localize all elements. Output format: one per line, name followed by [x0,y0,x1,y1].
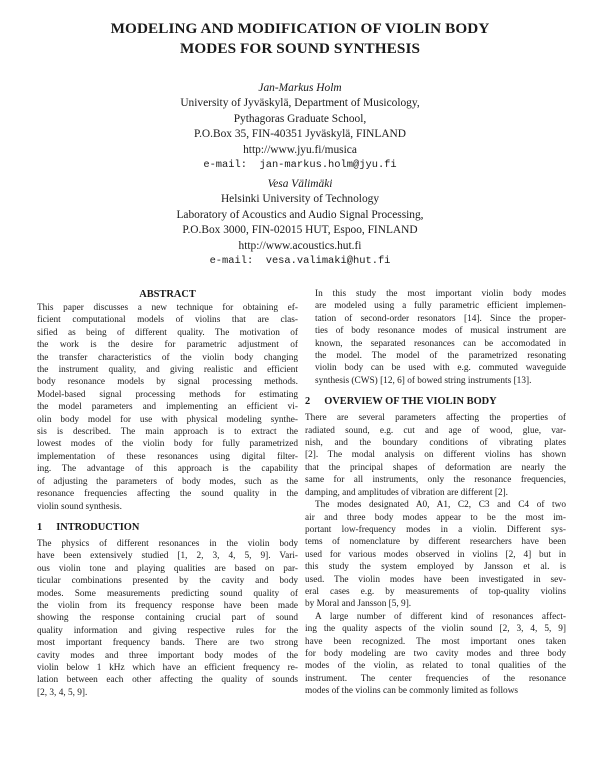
text-line: same for all instruments, only the resonance frequencies, [305,475,566,486]
overview-paragraph [305,412,566,499]
text-line: ing. The advantage of this approach is the capability [37,464,298,475]
text-line: synthesis (CWS) [12, 6] of bowed string instruments [13]. [315,375,532,386]
text-line: eral cases e.g. by measurements of top-quality violins [305,586,566,597]
section-heading-overview [305,395,566,409]
section-number: 1 [37,521,43,533]
abstract-heading: ABSTRACT [139,289,196,300]
text-line: radiated sound, e.g. cut and age of wood, glue, var- [305,425,566,436]
text-line: implementation of these resonances using digital filter- [37,451,298,462]
text-line: The modes designated A0, A1, C2, C3 and C4 of two [315,500,566,511]
text-line: used for various modes observed in violins [2, 4] but in [305,549,566,560]
text-line: the instrument quality, and giving realistic and efficient [37,365,298,376]
text-line: showing the response containing crucial part of sound [37,613,298,624]
text-line: A large number of different kind of resonances affect- [315,611,566,622]
text-line: quality information and giving respective rules for the [37,625,298,636]
intro-continuation-body [305,288,566,387]
text-line: This paper discusses a new technique for obtaining ef- [37,303,298,313]
overview-paragraph [305,499,566,611]
author-block-2 [0,177,600,269]
text-line: olin body model for use with physical modeling synthe- [37,414,298,425]
author-email[interactable] [0,158,600,173]
text-line: sis is described. The main approach is to extract the [37,427,298,438]
author-url[interactable]: http://www.acoustics.hut.fi [238,239,362,252]
email-address: vesa.valimaki@hut.fi [265,255,391,268]
text-line: damping, and amplitudes of vibration are different [2]. [305,487,509,498]
text-line: most important frequency bands. There are two strong [37,638,298,649]
text-line: the transfer characteristics of the violin body changing [37,352,298,363]
overview-paragraph [305,611,566,698]
text-line: by Moral and Jansson [5, 9]. [305,599,412,610]
text-line: instrument. The center frequencies of the resonance [305,673,566,684]
paper-title [20,19,580,59]
text-line: violin body can be used with e.g. commuted waveguide [315,363,566,374]
text-line: ous violin tone and playing qualities are based on par- [37,563,298,574]
text-line: violin sound synthesis. [37,501,122,512]
text-line: The physics of different resonances in the violin body [37,538,298,549]
text-line: ticular combinations presented by the cavity and body [37,576,298,587]
title-line: MODELING AND MODIFICATION OF VIOLIN BODY [110,20,490,37]
affiliation-line: P.O.Box 35, FIN-40351 Jyväskylä, FINLAND [194,128,406,141]
text-line: have been extensively studied [1, 2, 3, 4, 5, 9]. Vari- [37,551,298,562]
introduction-body [37,538,298,699]
text-line: known, the separated resonances can be accomodated in [315,338,566,349]
author-url[interactable]: http://www.jyu.fi/musica [243,143,357,156]
section-title: OVERVIEW OF THE VIOLIN BODY [324,396,497,408]
text-line: the violin from its frequency response have been made [37,600,298,611]
affiliation-line: Laboratory of Acoustics and Audio Signal Processing, [176,208,424,221]
text-line: tation of second-order resonators [14]. Since the proper- [315,313,566,324]
text-line: the model. The model of the parametrized resonating [315,351,566,362]
text-line: this study the system employed by Jansson et al. is [305,562,566,573]
section-heading-introduction [37,521,298,535]
text-line: ties of body resonance modes of musical instrument are [315,326,566,337]
text-line: used. The violin modes have been investigated in sev- [305,574,566,585]
email-label: e-mail: [203,159,247,172]
left-column [37,288,298,699]
text-line: are modeled using a fully parametric efficient implemen- [315,301,566,312]
author-block-1 [0,81,600,173]
text-line: that the principal shapes of deformation are nearly the [305,462,566,473]
email-address: jan-markus.holm@jyu.fi [259,159,397,172]
section-title: INTRODUCTION [56,521,140,533]
right-column [305,288,566,698]
text-line: ficient computational models of violins that are clas- [37,315,298,326]
text-line: modes. Some measurements predicting sound quality of [37,588,298,599]
text-line: tems of nomenclature by different researchers have been [305,537,566,548]
text-line: lation between each other affecting the quality of sounds [37,675,298,686]
affiliation-line: University of Jyväskylä, Department of Musicology, [180,97,420,110]
affiliation-line: P.O.Box 3000, FIN-02015 HUT, Espoo, FINLAND [182,224,418,237]
text-line: modes of the violin, as related to tonal qualities of the [305,661,566,672]
text-line: the model parameters and implementing an efficient vi- [37,402,298,413]
text-line: cavity modes and three important body modes of the [37,650,298,661]
text-line: have been recognized. The most important ones taken [305,636,566,647]
text-line: resonance frequencies affecting the sound quality in the [37,489,298,500]
affiliation-line: Pythagoras Graduate School, [233,112,367,125]
title-line: MODES FOR SOUND SYNTHESIS [179,40,421,57]
text-line: lowest modes of the violin body for fully parametrized [37,439,298,450]
author-name: Vesa Välimäki [267,178,333,190]
text-line: portant low-frequency modes in a violin. Different sys- [305,524,566,535]
text-line: There are several parameters affecting the properties of [305,413,566,424]
text-line: nish, and the boundary conditions of vibrating plates [305,438,566,449]
text-line: modes of the violins can be commonly limited as follows [305,686,519,697]
text-line: In this study the most important violin body modes [315,289,566,299]
text-line: [2, 3, 4, 5, 9]. [37,687,88,698]
text-line: violin below 1 kHz which have an efficient frequency re- [37,662,298,673]
text-line: the work is the desire for parametric adjustment of [37,340,298,351]
abstract-body [37,302,298,513]
text-line: body resonance models by signal processing methods. [37,377,298,388]
affiliation-line: Helsinki University of Technology [220,193,380,206]
author-email[interactable] [0,254,600,269]
text-line: for body modeling are two cavity modes and three body [305,648,566,659]
email-label: e-mail: [209,255,254,268]
text-line: [2]. The modal analysis on different violins has shown [305,450,566,461]
text-line: of adjusting the parameters of body modes, such as the [37,476,298,487]
author-name: Jan-Markus Holm [258,82,342,94]
section-number: 2 [305,396,311,408]
text-line: sified as being of different quality. The motivation of [37,327,298,338]
text-line: ing the quality aspects of the violin sound [2, 3, 4, 5, 9] [305,624,566,635]
text-line: air and three body modes appear to be the most im- [305,512,566,523]
text-line: Model-based signal processing methods for estimating [37,389,298,400]
